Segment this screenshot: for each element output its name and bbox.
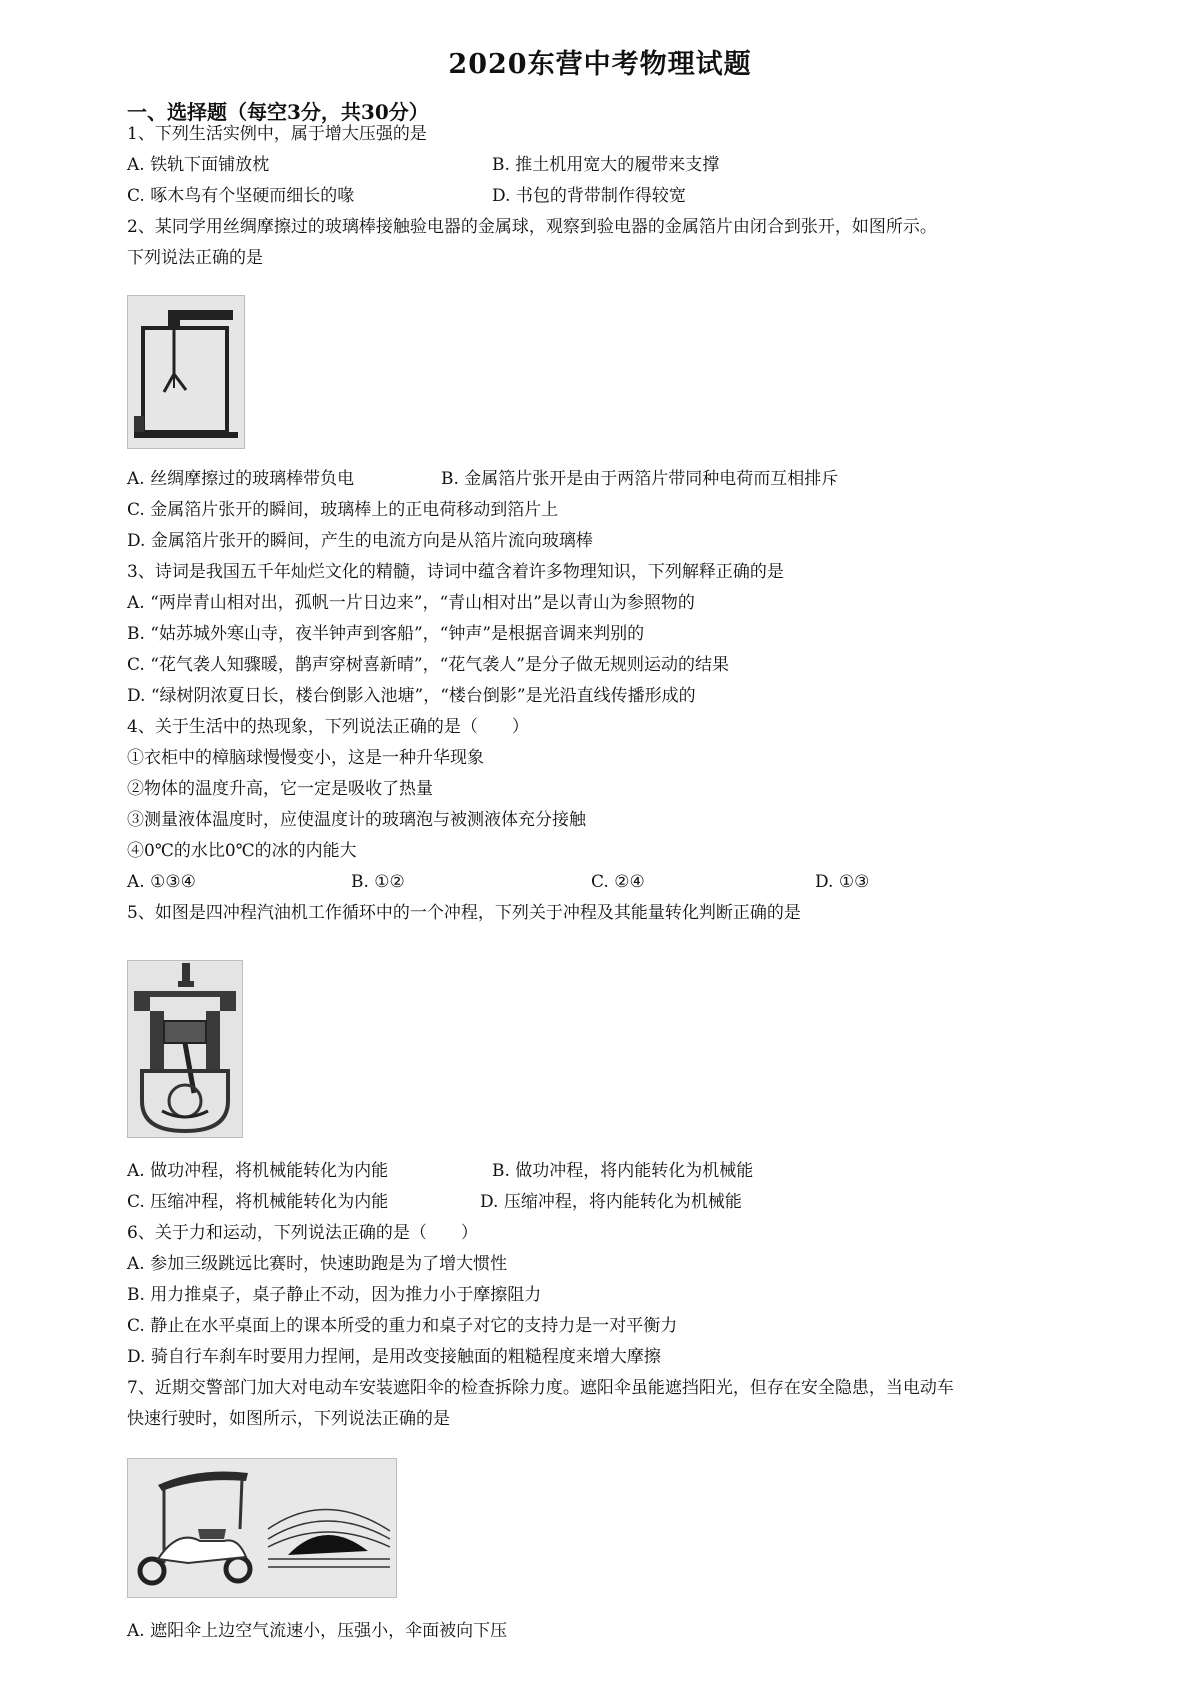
q6-option-b: B. 用力推桌子，桌子静止不动，因为推力小于摩擦阻力	[127, 1285, 542, 1305]
q2-option-b: B. 金属箔片张开是由于两箔片带同种电荷而互相排斥	[441, 469, 839, 489]
q2-option-a: A. 丝绸摩擦过的玻璃棒带负电	[127, 469, 355, 489]
scooter-airflow-icon	[128, 1459, 396, 1597]
q5-stem: 5、如图是四冲程汽油机工作循环中的一个冲程，下列关于冲程及其能量转化判断正确的是	[127, 903, 801, 923]
q1-option-b: B. 推土机用宽大的履带来支撑	[492, 155, 720, 175]
q2-option-c: C. 金属箔片张开的瞬间，玻璃棒上的正电荷移动到箔片上	[127, 500, 559, 520]
q7-option-a: A. 遮阳伞上边空气流速小，压强小，伞面被向下压	[127, 1621, 508, 1641]
q5-option-c: C. 压缩冲程，将机械能转化为内能	[127, 1192, 389, 1212]
q1-option-a: A. 铁轨下面铺放枕	[127, 155, 270, 175]
q4-statement-2: ②物体的温度升高，它一定是吸收了热量	[127, 779, 433, 799]
q4-stem: 4、关于生活中的热现象，下列说法正确的是（ ）	[127, 717, 529, 737]
q4-option-d: D. ①③	[815, 872, 870, 892]
electroscope-icon	[128, 296, 244, 448]
electroscope-figure	[127, 295, 245, 449]
q3-option-c: C. “花气袭人知骤暖，鹊声穿树喜新晴”，“花气袭人”是分子做无规则运动的结果	[127, 655, 729, 675]
q4-statement-3: ③测量液体温度时，应使温度计的玻璃泡与被测液体充分接触	[127, 810, 586, 830]
q4-statement-1: ①衣柜中的樟脑球慢慢变小，这是一种升华现象	[127, 748, 484, 768]
q2-stem-line1: 2、某同学用丝绸摩擦过的玻璃棒接触验电器的金属球，观察到验电器的金属箔片由闭合到张开，如图所示。	[127, 217, 937, 237]
q5-option-a: A. 做功冲程，将机械能转化为内能	[127, 1161, 389, 1181]
q4-option-c: C. ②④	[591, 872, 645, 892]
engine-figure	[127, 960, 243, 1138]
q6-option-c: C. 静止在水平桌面上的课本所受的重力和桌子对它的支持力是一对平衡力	[127, 1316, 678, 1336]
q5-option-d: D. 压缩冲程，将内能转化为机械能	[480, 1192, 742, 1212]
q2-option-d: D. 金属箔片张开的瞬间，产生的电流方向是从箔片流向玻璃棒	[127, 531, 593, 551]
scooter-umbrella-figure	[127, 1458, 397, 1598]
q6-option-d: D. 骑自行车刹车时要用力捏闸，是用改变接触面的粗糙程度来增大摩擦	[127, 1347, 661, 1367]
page-title: 2020东营中考物理试题	[448, 49, 752, 80]
q5-option-b: B. 做功冲程，将内能转化为机械能	[492, 1161, 754, 1181]
q4-option-b: B. ①②	[351, 872, 405, 892]
q6-option-a: A. 参加三级跳远比赛时，快速助跑是为了增大惯性	[127, 1254, 508, 1274]
engine-cylinder-icon	[128, 961, 242, 1137]
q3-option-b: B. “姑苏城外寒山寺，夜半钟声到客船”，“钟声”是根据音调来判别的	[127, 624, 645, 644]
q2-stem-line2: 下列说法正确的是	[127, 248, 263, 268]
q1-option-c: C. 啄木鸟有个坚硬而细长的喙	[127, 186, 355, 206]
q7-stem-line2: 快速行驶时，如图所示，下列说法正确的是	[127, 1409, 450, 1429]
q1-stem: 1、下列生活实例中，属于增大压强的是	[127, 124, 427, 144]
q3-option-d: D. “绿树阴浓夏日长，楼台倒影入池塘”，“楼台倒影”是光沿直线传播形成的	[127, 686, 696, 706]
q3-stem: 3、诗词是我国五千年灿烂文化的精髓，诗词中蕴含着许多物理知识，下列解释正确的是	[127, 562, 784, 582]
q3-option-a: A. “两岸青山相对出，孤帆一片日边来”，“青山相对出”是以青山为参照物的	[127, 593, 695, 613]
q4-statement-4: ④0℃的水比0℃的冰的内能大	[127, 841, 357, 861]
q4-option-a: A. ①③④	[127, 872, 196, 892]
q1-option-d: D. 书包的背带制作得较宽	[492, 186, 686, 206]
q7-stem-line1: 7、近期交警部门加大对电动车安装遮阳伞的检查拆除力度。遮阳伞虽能遮挡阳光，但存在安全隐患，当电动车	[127, 1378, 954, 1398]
q6-stem: 6、关于力和运动，下列说法正确的是（ ）	[127, 1223, 478, 1243]
section-heading: 一、选择题（每空3分，共30分）	[127, 100, 429, 124]
